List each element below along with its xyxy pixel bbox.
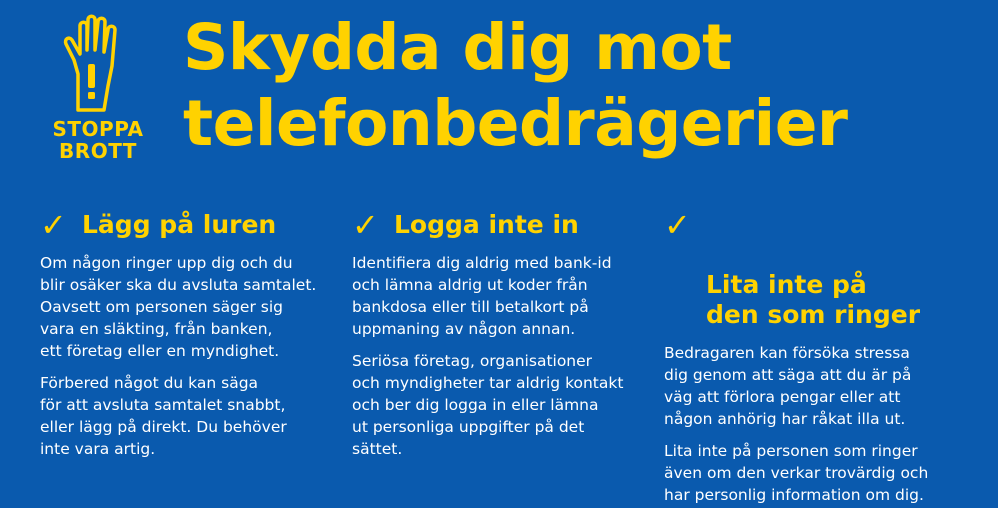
tip-heading xyxy=(664,206,974,330)
title-line-1: Skydda dig mot xyxy=(183,11,732,84)
tip-heading-text: Logga inte in xyxy=(394,210,579,239)
tip-paragraph: Bedragaren kan försöka stressa dig genom att säga att du är på väg att förlora pengar eller att någon anhörig har råkat illa ut. xyxy=(664,344,912,428)
tip-heading-text: Lita inte på den som ringer xyxy=(706,270,921,329)
tip-paragraph: Om någon ringer upp dig och du blir osäker ska du avsluta samtalet. Oavsett om personen säger sig vara en släkting, från banken, ett företag eller en myndighet. xyxy=(40,254,317,360)
tip-paragraph: Identifiera dig aldrig med bank-id och lämna aldrig ut koder från bankdosa eller till betalkort på uppmaning av någon annan. xyxy=(352,254,612,338)
tip-column-hang-up xyxy=(40,206,330,470)
logo-text xyxy=(38,118,158,162)
check-icon: ✓ xyxy=(664,206,691,244)
logo-line-1: STOPPA xyxy=(52,117,144,141)
stoppa-brott-logo xyxy=(38,14,158,164)
raised-hand-exclamation-icon xyxy=(60,14,136,114)
tip-paragraph: Lita inte på personen som ringer även om den verkar trovärdig och har personlig information om dig. xyxy=(664,442,929,504)
title-line-2: telefonbedrägerier xyxy=(183,87,848,160)
tip-heading-text: Lägg på luren xyxy=(82,210,277,239)
tip-column-dont-trust-caller xyxy=(664,206,974,516)
tip-paragraph: Förbered något du kan säga för att avsluta samtalet snabbt, eller lägg på direkt. Du behöver inte vara artig. xyxy=(40,374,287,458)
page-title xyxy=(183,10,848,162)
tip-heading xyxy=(40,206,330,244)
tip-column-dont-log-in xyxy=(352,206,642,470)
check-icon: ✓ xyxy=(40,206,67,244)
logo-line-2: BROTT xyxy=(59,139,137,163)
check-icon: ✓ xyxy=(352,206,379,244)
tip-paragraph: Seriösa företag, organisationer och myndigheter tar aldrig kontakt och ber dig logga in eller lämna ut personliga uppgifter på det sättet. xyxy=(352,352,624,458)
tip-heading xyxy=(352,206,642,244)
